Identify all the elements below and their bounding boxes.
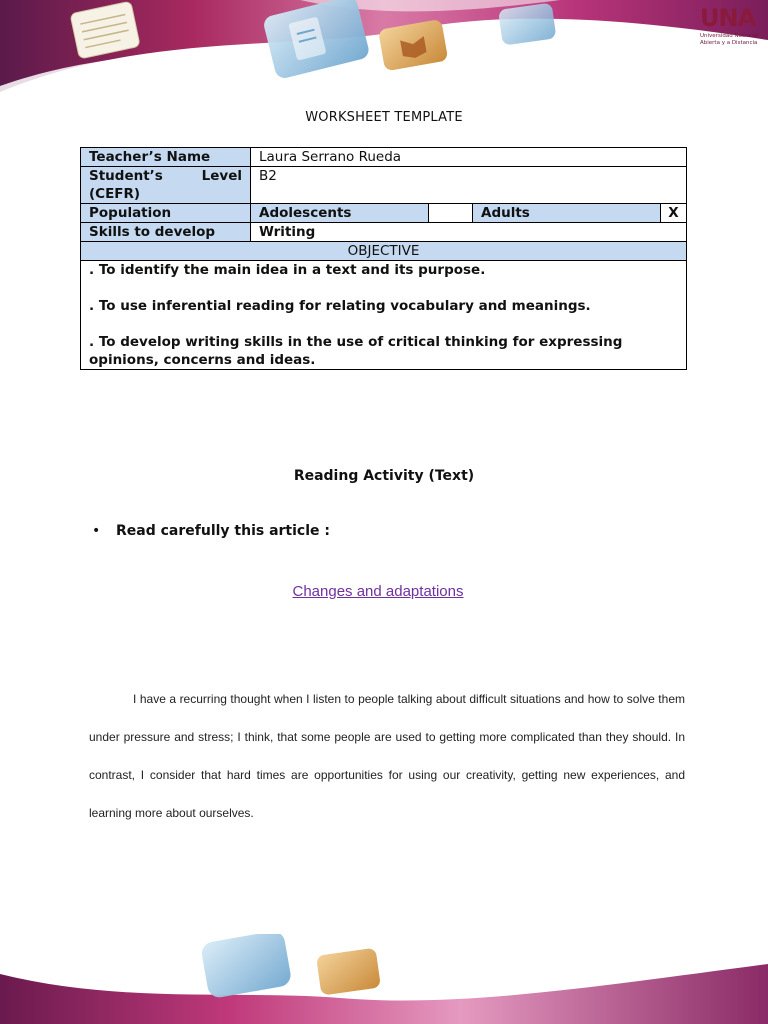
student-level-label-word1: Student’s [89, 168, 163, 184]
population-adolescents-mark [429, 204, 473, 223]
teacher-name-label: Teacher’s Name [81, 148, 251, 167]
table-row-objective-header [81, 242, 687, 261]
skills-label: Skills to develop [81, 223, 251, 242]
table-row-population [81, 204, 687, 223]
article-paragraph: I have a recurring thought when I listen to people talking about difficult situations and how to solve them under pressure and stress; I think, that some people are used to getting more complicated than they should. In contrast, I consider that hard times are opportunities for using our creativity, getting new experiences, and learning more about ourselves. [89, 692, 685, 820]
objective-header: OBJECTIVE [81, 242, 687, 261]
objective-item: . To develop writing skills in the use of critical thinking for expressing opinions, concerns and ideas. [89, 334, 623, 368]
footer-banner-decoration [0, 934, 768, 1024]
logo-subtitle-line1: Universidad Nacional [700, 33, 759, 39]
worksheet-info-table [80, 147, 687, 370]
objective-item: . To identify the main idea in a text and its purpose. [89, 262, 486, 278]
student-level-value: B2 [251, 167, 687, 204]
bullet-icon: • [92, 523, 101, 539]
table-row-objectives [81, 261, 687, 370]
logo-mark: UNA [700, 4, 756, 32]
teacher-name-value: Laura Serrano Rueda [251, 148, 687, 167]
reading-activity-title: Reading Activity (Text) [293, 468, 475, 484]
reading-instruction [92, 523, 330, 539]
document-title: WORKSHEET TEMPLATE [305, 110, 463, 125]
population-adolescents-label: Adolescents [251, 204, 429, 223]
article-title-link[interactable]: Changes and adaptations [292, 583, 464, 600]
skills-value: Writing [251, 223, 687, 242]
university-logo [696, 4, 768, 48]
objective-item: . To use inferential reading for relating vocabulary and meanings. [89, 298, 591, 314]
student-level-label [81, 167, 251, 204]
header-banner-decoration [0, 0, 768, 120]
population-adults-mark: X [661, 204, 687, 223]
table-row-skills [81, 223, 687, 242]
reading-instruction-text: Read carefully this article : [116, 523, 330, 539]
logo-subtitle-line2: Abierta y a Distancia [700, 40, 758, 46]
objectives-cell [81, 261, 687, 370]
student-level-label-word2: Level [201, 168, 242, 184]
table-row-teacher [81, 148, 687, 167]
table-row-level [81, 167, 687, 204]
student-level-label-cefr: (CEFR) [89, 186, 141, 202]
population-adults-label: Adults [473, 204, 661, 223]
population-label: Population [81, 204, 251, 223]
